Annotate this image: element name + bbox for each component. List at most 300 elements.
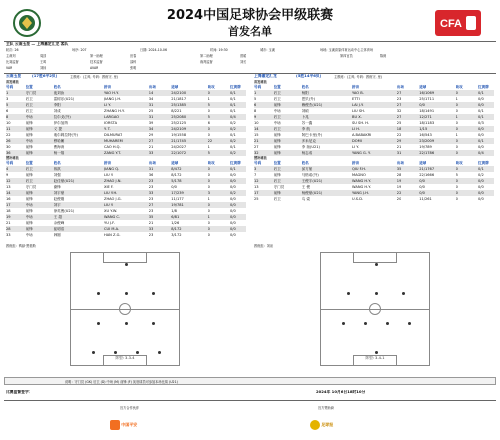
away-sub-col-header: 姓名 [301,161,309,165]
away-sub-cell: 0 [455,191,458,195]
away-starter-cell: 前锋 [273,133,281,137]
home-starter-cell: 8/221 [171,109,182,113]
away-sub-cell: 前锋 [273,191,281,195]
home-sub-cell: 刘宇 [53,203,61,207]
away-sub-cell: 19 [396,185,402,189]
assessor-label: 裁判监督 [200,60,213,64]
ref-label: 主裁判 [6,54,16,58]
home-starter-cell: 19/1558 [171,133,187,137]
home-sub-cell: 守门员 [25,185,37,189]
ref4-name: 陈朗 [380,54,387,58]
home-starter-cell: 0 [207,133,210,137]
home-starter-col-header: 出场 [148,85,156,89]
away-starter-cell: 0/1 [478,139,484,143]
away-starter-cell: 1 [455,115,458,119]
home-starter-cell: 25 [148,109,154,113]
away-sub-cell: 11/261 [419,197,432,201]
home-sub-cell: 19 [6,215,11,219]
var-label: 比赛监督 [6,60,19,64]
legend-bar [4,377,496,385]
home-starter-cell: Y. T. [104,127,111,131]
home-sub-cell: 0 [207,221,210,225]
home-starter-cell: LARGAO [104,115,120,119]
away-sub-cell: 后卫 [273,197,281,201]
home-sub-cell: 23 [148,209,154,213]
avar-label: AVAR [90,66,99,70]
home-sub-cell: 8/472 [171,167,182,171]
away-sub-cell: 0/0 [478,179,484,183]
away-sub-cell: 17 [254,191,259,195]
away-coach-label: 主教练：(主帅, 号码：教练守, 里) [334,75,382,79]
home-starter-cell: 21 [148,145,154,149]
home-starter-cell: 30 [6,145,11,149]
away-starter-cell: 后卫 [273,97,281,101]
home-starter-cell: 0/1 [230,97,236,101]
home-sub-cell: 33 [148,191,154,195]
player-marker [347,292,350,295]
home-starter-cell: 义 提 [53,127,62,131]
away-sub-cell: 19 [396,179,402,183]
away-starter-cell: 阿巴卡里(外) [301,133,323,137]
home-starter-cell: 6 [207,121,210,125]
away-starter-cell: 27 [254,145,259,149]
home-sub-cell: 16 [6,197,11,201]
home-sub-cell: 36 [148,173,154,177]
home-starter-cell: 前锋 [25,121,33,125]
home-subs-title: 替补球员 [6,156,19,160]
home-starter-cell: 33 [148,151,154,155]
home-starter-cell: 后卫 [25,103,33,107]
home-sub-cell: 5/178 [171,179,182,183]
home-starter-cell: 31 [148,103,154,107]
home-sub-cell: 23 [148,185,154,189]
player-marker [114,351,117,354]
away-starter-cell: 苏一鑫 [301,121,313,125]
home-staff: 教练组：鸭绿·黑格斯 [6,244,36,248]
away-sub-cell: 后卫 [273,179,281,183]
home-starter-cell: 0/2 [230,121,236,125]
away-starter-cell: 9 [254,115,257,119]
home-sub-cell: 徐英俊(U21) [53,209,75,213]
home-starter-cell: 24/2100 [171,91,187,95]
var-name: 王鸣 [40,60,47,64]
home-sub-cell: 1 [207,197,210,201]
home-sub-cell: LIU Y. [104,173,114,177]
date-label: 日期: 2024-10-06 [140,48,167,52]
ref-name: 周顶 [40,54,47,58]
home-starter-col-header: 进球 [171,85,179,89]
away-starter-cell: 0/0 [478,133,484,137]
away-sub-col-header: 号码 [254,161,262,165]
away-starter-col-header: 拼音 [352,85,360,89]
home-formation-pitch [70,252,180,366]
away-starter-cell: SU SH. H. [352,121,370,125]
away-sub-col-header: 拼音 [352,161,360,165]
home-starter-cell: 0 [207,109,210,113]
away-starter-cell: 前锋 [273,151,281,155]
away-starter-cell: 杨志成 [301,151,313,155]
away-starter-cell: 1 [455,97,458,101]
away-starter-cell: 前锋 [273,139,281,143]
away-sub-cell: 0/0 [419,185,425,189]
away-starter-cell: 恩贝(外) [301,97,316,101]
away-starter-cell: 李 扬(U21) [301,145,320,149]
away-starter-cell: 前锋 [273,145,281,149]
away-starter-cell: 刘硕 [301,109,309,113]
home-sub-cell: 28 [6,227,11,231]
away-sub-cell: 22/1666 [419,173,435,177]
home-sub-cell: HAN Z.G. [104,233,121,237]
away-sub-cell: 22 [396,191,402,195]
away-starter-cell: A.BABAKRI [352,133,372,137]
home-starter-cell: 25/2080 [171,115,187,119]
home-starter-cell: 5 [207,151,210,155]
home-sub-cell: 赵俊刚 [53,197,65,201]
home-sub-cell: 王 超 [53,215,62,219]
away-team-name: 上海嘉定汇龙 [254,74,277,78]
home-sub-cell: 0/0 [230,197,236,201]
home-starter-cell: 5 [207,103,210,107]
home-starter-cell: 0/1 [230,145,236,149]
away-sub-cell: 12 [254,179,259,183]
home-starter-cell: 5 [6,103,9,107]
away-starter-cell: LAI J.Y. [352,103,364,107]
ref3-label: 第二助理 [200,54,213,58]
home-sub-cell: 0/0 [230,227,236,231]
venue-label: 场地: 玉溪高原体育运动中心主体育场 [320,48,374,52]
away-starter-cell: 0/0 [419,103,425,107]
away-sub-cell: 7 [254,173,257,177]
away-starter-col-header: 助攻 [455,85,463,89]
city-label: 城市: 玉溪 [260,48,275,52]
away-starter-cell: 赖俊杰(U21) [301,103,323,107]
home-starter-cell: 8 [6,115,9,119]
away-starter-cell: 29 [396,139,402,143]
home-sub-cell: ZHAO J.N. [104,179,122,183]
signature-label: 比赛监督签字： [6,390,33,394]
away-starter-cell: 0/1 [478,91,484,95]
home-starter-col-header: 位置 [25,85,33,89]
home-sub-cell: 谢锋 [53,185,61,189]
home-sub-cell: 17 [6,203,11,207]
home-sub-cell: 21 [148,221,154,225]
away-starter-cell: 23 [396,97,402,101]
sponsor-left-label: 官方合作伙伴 [120,406,140,410]
away-sub-cell: 王 俊 [301,185,310,189]
player-marker [408,322,411,325]
home-starter-cell: 14 [148,91,154,95]
cfa-badge-logo [434,8,482,38]
home-starter-cell: 0/1 [230,133,236,137]
away-starter-cell: 0 [455,109,458,113]
home-starter-cell: 夜刘汝 [53,91,65,95]
away-staff: 教练组：刘泉 [254,244,274,248]
home-sub-cell: 12 [6,179,11,183]
away-sub-cell: 前锋 [273,173,281,177]
home-sub-col-header: 号码 [6,161,14,165]
away-starter-cell: BU X. [352,115,362,119]
home-sub-cell: 前锋 [25,197,33,201]
ref3-name: 曾昭 [240,54,247,58]
home-sub-cell: 0/0 [230,173,236,177]
away-starter-cell: 32 [254,151,259,155]
away-starter-cell: 27 [396,103,402,107]
home-team-name: 云南玉昆 [6,74,22,78]
away-starter-cell: 5 [254,97,257,101]
player-marker [158,351,161,354]
time-label: 时间: 19:30 [210,48,228,52]
away-starters-title: 首发球员 [254,80,267,84]
away-starter-cell: 0/3 [478,121,484,125]
away-starter-cell: 12/271 [419,115,432,119]
away-starter-cell: ETTI [352,97,360,101]
home-record: (17胜6平2负) [32,74,58,78]
home-starter-cell: 22/1072 [171,151,187,155]
home-sub-cell: 刘强 [53,173,61,177]
away-starter-cell: LI Y. [352,145,359,149]
away-starter-cell: 多米尼克 [301,139,316,143]
away-starter-row [254,150,494,156]
player-marker [402,292,405,295]
away-starter-col-header: 号码 [254,85,262,89]
round-label: 轮次: 26 [6,48,19,52]
home-sub-cell: 赵佳豪(U21) [53,179,75,183]
home-starter-cell: 21/1745 [171,139,187,143]
away-starter-cell: 0 [455,127,458,131]
away-starter-cell: 21 [254,139,259,143]
away-subs-title: 替补球员 [254,156,267,160]
home-starter-cell: 守门员 [25,91,37,95]
home-starter-cell: JIANG J.H. [104,97,122,101]
home-sub-cell: XU Y.W. [104,209,118,213]
home-sub-col-header: 拼音 [104,161,112,165]
away-sub-cell: 0/0 [478,197,484,201]
home-sub-col-header: 红黄牌 [230,161,241,165]
away-starter-cell: 22/1786 [419,151,435,155]
away-starter-cell: 杨阳 [301,91,309,95]
player-marker [125,292,128,295]
away-starter-cell: 32 [396,109,402,113]
ping-an-logo: 中国平安 [110,418,137,432]
home-starter-cell: 0/2 [230,139,236,143]
away-sub-cell: 守门员 [273,185,285,189]
away-starter-cell: 1/15 [419,127,428,131]
home-sub-cell: 中场 [25,215,33,219]
away-sub-cell: 35 [396,167,402,171]
away-sub-col-header: 助攻 [455,161,463,165]
home-starter-col-header: 拼音 [104,85,112,89]
player-marker [364,322,367,325]
home-sub-cell: 0/2 [230,191,236,195]
home-starter-cell: 0 [207,91,210,95]
home-sub-cell: 3/172 [171,233,182,237]
away-sub-cell: 0/0 [478,185,484,189]
home-sub-cell: 0/0 [230,203,236,207]
away-sub-col-header: 位置 [273,161,281,165]
away-starter-cell: 后卫 [273,115,281,119]
away-starter-cell: 8 [254,109,257,113]
player-marker [125,322,128,325]
home-starter-cell: 1 [6,91,9,95]
home-sub-cell: 35 [148,215,154,219]
home-sub-cell: WANG C. [104,215,121,219]
home-sub-cell: 崔明浩 [53,227,65,231]
report-timestamp: 2024年 10月6日18时10分 [316,390,366,394]
home-starters-title: 首发球员 [6,80,19,84]
home-starter-cell: 后卫 [25,109,33,113]
away-sub-cell: 0/0 [419,191,425,195]
home-starter-cell: 11 [6,127,11,131]
away-starter-cell: 0/0 [478,145,484,149]
home-sub-col-header: 助攻 [207,161,215,165]
away-starter-cell: 李 航 [301,127,310,131]
away-starter-cell: 后卫 [273,127,281,131]
away-starter-cell: 18 [396,127,402,131]
home-sub-col-header: 出场 [148,161,156,165]
home-sub-cell: 19/781 [171,203,184,207]
player-marker [375,292,378,295]
away-sub-cell: 0/0 [478,191,484,195]
away-starter-cell: 0/0 [478,127,484,131]
player-marker [92,351,95,354]
away-starter-col-header: 姓名 [301,85,309,89]
away-sub-cell: 0/1 [478,167,484,171]
away-starter-cell: 0 [455,139,458,143]
away-starter-cell: DOMI [352,139,362,143]
home-sub-cell: 0/0 [230,221,236,225]
home-sub-cell: 后卫 [25,167,33,171]
home-starter-cell: 0/1 [230,91,236,95]
home-sub-cell: 余俊峰 [53,221,65,225]
supervisor-label: 技术监督 [90,60,103,64]
home-starter-cell: 穆哈嫩 [53,139,65,143]
away-formation-pitch [320,252,430,366]
player-marker [97,292,100,295]
home-sub-cell: JIANG Q. [104,167,120,171]
home-starter-cell: MUHAREM [104,139,123,143]
home-sub-cell: 韩刚 [53,233,61,237]
page-subtitle: 首发名单 [228,25,272,38]
home-starter-row [6,150,246,156]
ref2-label: 第一助理 [90,54,103,58]
away-sub-cell: U.S.D. [352,197,364,201]
player-marker [386,322,389,325]
away-sub-cell: 0/2 [478,173,484,177]
match-no-label: 场序: 207 [72,48,87,52]
home-sub-cell: 33 [148,227,154,231]
away-starter-cell: 21 [396,145,402,149]
home-starter-cell: 迪尔姆拉特(外) [53,133,78,137]
player-marker [125,263,128,266]
home-starter-cell: 后卫 [25,97,33,101]
away-sub-cell: 马格诺(外) [301,173,319,177]
home-sub-cell: 31 [148,167,154,171]
home-starter-cell: 3 [6,97,9,101]
home-sub-cell: 11/177 [171,197,184,201]
match-title-line: 主队 云南玉昆 — 上海嘉定汇龙 客队 [6,42,69,46]
home-sub-cell: 0 [207,185,210,189]
away-sub-cell: QIU F.H. [352,167,367,171]
away-starter-col-header: 出场 [396,85,404,89]
away-starter-cell: 中场 [273,109,281,113]
away-starter-cell: 16/1069 [419,91,435,95]
home-sub-cell: 0 [207,173,210,177]
away-starter-cell: 16/543 [419,133,432,137]
home-starter-cell: 中场 [25,139,33,143]
home-sub-cell: 前锋 [25,209,33,213]
home-sub-cell: 0 [207,167,210,171]
home-starter-cell: 伊尔加纳 [53,121,68,125]
home-sub-cell: 0/0 [230,185,236,189]
home-starter-cell: IORSTA [104,121,118,125]
home-starter-cell: 0/1 [230,109,236,113]
home-starter-cell: 10 [6,121,11,125]
away-starter-cell: 27 [396,115,402,119]
home-starter-cell: 36 [6,151,11,155]
home-sub-cell: 1/26 [171,221,180,225]
home-starter-cell: 0/4 [230,115,236,119]
away-record: (5胜14平6负) [296,74,322,78]
player-marker [136,351,139,354]
home-sub-cell: 中场 [25,233,33,237]
away-starter-cell: 6 [254,103,257,107]
extra-label: VAR [6,66,13,70]
away-sub-col-header: 出场 [396,161,404,165]
home-sub-cell: 21 [6,221,11,225]
home-starter-cell: 前锋 [25,127,33,131]
home-sub-cell: 前锋 [25,221,33,225]
home-starter-cell: 杨一翔 [53,151,65,155]
home-sub-col-header: 姓名 [53,161,61,165]
away-starter-cell: 15 [254,133,259,137]
home-starter-cell: 31 [148,115,154,119]
home-sub-cell: 0 [207,227,210,231]
home-sub-cell: 13 [6,185,11,189]
home-sub-cell: 6/81 [171,215,180,219]
away-sub-cell: 乌 索 [301,197,310,201]
home-starter-cell: 1 [207,97,210,101]
away-sub-cell: 3 [254,167,257,171]
home-starter-cell: 24/2109 [171,127,187,131]
home-starter-cell: 5 [207,115,210,119]
home-sub-cell: 0 [207,233,210,237]
assessor-name: 刘长 [240,60,247,64]
away-starter-cell: 0 [455,103,458,107]
home-sub-cell: 0 [207,179,210,183]
home-starter-cell: 22 [6,133,11,137]
away-starter-cell: 18/1491 [419,109,435,113]
home-sub-cell: LIU Y.H. [104,191,118,195]
home-sub-cell: 23 [148,233,154,237]
home-sub-cell: 18 [6,209,11,213]
home-starter-cell: 21/1817 [171,97,187,101]
home-starter-cell: 曹海涛 [53,145,65,149]
away-sub-cell: YANG J.H. [352,191,369,195]
away-starter-cell: 25 [396,121,402,125]
home-sub-cell: 0/0 [171,185,177,189]
home-sub-cell: 前锋 [25,191,33,195]
away-starter-cell: 31 [396,151,402,155]
home-starter-cell: 34 [148,127,154,131]
away-starter-cell: YAO B. [352,91,364,95]
home-sub-cell: 0/0 [230,233,236,237]
player-marker [375,263,378,266]
home-sub-col-header: 进球 [171,161,179,165]
home-starter-cell: 李阳 [53,103,61,107]
away-sub-cell: WANG H.Y. [352,179,371,183]
away-starter-col-header: 进球 [419,85,427,89]
away-sub-col-header: 进球 [419,161,427,165]
